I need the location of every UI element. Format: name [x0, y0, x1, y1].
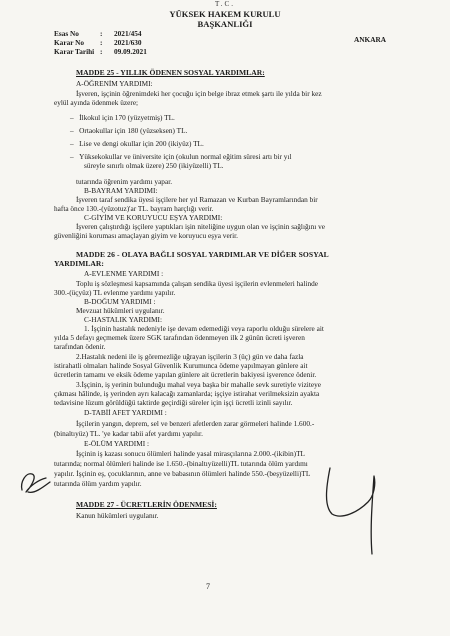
org-department: BAŞKANLIĞI: [197, 19, 253, 29]
paragraph-line: Kanun hükümleri uygulanır.: [76, 511, 159, 520]
section-a-title: A-ÖĞRENİM YARDIMI:: [76, 79, 153, 88]
meta-sep: :: [100, 29, 103, 38]
paragraph-line: tutarında öğrenim yardımı yapar.: [76, 177, 173, 186]
section-a-title: A-EVLENME YARDIMI :: [84, 269, 164, 278]
section-d-title: D-TABİİ AFET YARDIMI :: [84, 408, 167, 417]
list-item-text: Yüksekokullar ve üniversite için (okulun normal eğitim süresi artı bir yıl: [79, 152, 292, 161]
meta-value: 2021/454: [114, 29, 142, 38]
meta-sep: :: [100, 38, 103, 47]
paragraph-line: tutarında ölüm yardım yapılır.: [54, 479, 142, 488]
paragraph-line: 300.-(üçyüz) TL evlenme yardımı yapılır.: [54, 288, 176, 297]
paragraph-line: İşveren, işçinin öğrenimdeki her çocuğu için belge ibraz etmek şartı ile yılda bir kez: [76, 89, 322, 98]
list-item: – Lise ve dengi okullar için 200 (ikiyüz) TL.: [70, 139, 204, 148]
list-item-text: Ortaokullar için 180 (yüzseksen) TL.: [79, 126, 188, 135]
city-label: ANKARA: [354, 35, 387, 44]
article-27-title: MADDE 27 - ÜCRETLERİN ÖDENMESİ:: [76, 500, 217, 509]
page-number: 7: [206, 582, 210, 591]
meta-key: Karar Tarihi: [54, 47, 95, 56]
article-26-title-cont: YARDIMLAR:: [54, 259, 104, 268]
article-25-title: MADDE 25 - YILLIK ÖDENEN SOSYAL YARDIMLAR:: [76, 68, 265, 77]
paragraph-line: çıkması hâlinde, iş yerinden ayrı kalacağı zamanlarda; işçiye istirahat verilmeksizin ayakta: [54, 389, 320, 398]
meta-karar-tarihi: [54, 48, 147, 57]
list-item: – İlkokul için 170 (yüzyetmiş) TL.: [70, 113, 175, 122]
list-item: – Ortaokullar için 180 (yüzseksen) TL.: [70, 126, 188, 135]
article-26-title: MADDE 26 - OLAYA BAĞLI SOSYAL YARDIMLAR VE DİĞER SOSYAL: [76, 250, 329, 259]
org-name: YÜKSEK HAKEM KURULU: [169, 9, 281, 19]
list-item-continuation: süreyle sınırlı olmak üzere) 250 (ikiyüzelli) TL.: [84, 161, 224, 170]
paragraph-line: Toplu iş sözleşmesi kapsamında çalışan sendika üyesi işçilerin evlenmeleri halinde: [76, 279, 319, 288]
meta-value: 2021/630: [114, 38, 142, 47]
paragraph-line: tutarında; normal ölümleri halinde ise 1.650.-(binaltıyüzelli)TL tutarında ölüm yardımı: [54, 459, 308, 468]
meta-value: 09.09.2021: [114, 47, 147, 56]
paragraph-line: güvenliğini koruması amaçlayan giyim ve koruyucu eşya verir.: [54, 231, 238, 240]
paragraph-line: yapılır. İşçinin eş, çocuklarının, anne ve babasının ölümleri halinde 550.-(beşyüzelli)TL: [54, 469, 311, 478]
list-item-text: Lise ve dengi okullar için 200 (ikiyüz) TL.: [79, 139, 204, 148]
meta-key: Karar No: [54, 38, 85, 47]
paragraph-line: İşveren taraf sendika üyesi işçilere her yıl Ramazan ve Kurban Bayramlarından bir: [76, 195, 318, 204]
list-item: – Yüksekokullar ve üniversite için (okulun normal eğitim süresi artı bir yıl: [70, 152, 292, 161]
section-e-title: E-ÖLÜM YARDIMI :: [84, 439, 149, 448]
section-b-title: B-BAYRAM YARDIMI:: [84, 186, 158, 195]
initial-signature-icon: [318, 464, 390, 560]
paragraph-line: yılda 5 defayı geçmemek üzere SGK tarafından ödenmeyen ilk 2 günün ücreti işveren: [54, 333, 305, 342]
paragraph-line: ücretlerin tamamı ve eksik ödeme yapılan günlere ait ücretlerin bakiyesi işverence ödenir.: [54, 370, 317, 379]
section-c-title: C-HASTALIK YARDIMI:: [84, 315, 162, 324]
section-c-title: C-GİYİM VE KORUYUCU EŞYA YARDIMI:: [84, 213, 223, 222]
meta-sep: :: [100, 47, 103, 56]
paragraph-line: tarafından ödenir.: [54, 342, 106, 351]
top-mark: T.C.: [215, 0, 235, 8]
paragraph-line: istirahatli olmaları halinde Sosyal Güvenlik Kurumunca ödeme yapılmayan günlere ait: [54, 361, 308, 370]
paragraph-line: eylül ayında ödenmek üzere;: [54, 98, 139, 107]
paragraph-line: İşçilerin yangın, deprem, sel ve benzeri afetlerden zarar görmeleri halinde 1.600.-: [76, 419, 315, 428]
meta-key: Esas No: [54, 29, 79, 38]
paragraph-line: 3.İşçinin, iş yerinin bulunduğu mahal veya başka bir mahalle sevk suretiyle viziteye: [76, 380, 321, 389]
paragraph-line: 1. İşçinin hastalık nedeniyle işe devam edemediği veya raporlu olduğu sürelere ait: [84, 324, 324, 333]
paragraph-line: Mevzuat hükümleri uygulanır.: [76, 306, 165, 315]
paragraph-line: İşveren çalıştırdığı işçilere yaptıkları işin niteliğine uygun olan ve işçinin sağlığını ve: [76, 222, 326, 231]
section-b-title: B-DOĞUM YARDIMI :: [84, 297, 156, 306]
paragraph-line: tedavisine lüzum görüldüğü taktirde geçirdiği süreler için işçi ücretli izinli sayılır.: [54, 398, 293, 407]
paragraph-line: (binaltıyüz) TL. 'ye kadar tabii afet yardımı yapılır.: [54, 429, 203, 438]
paragraph-line: hafta önce 130.-(yüzotuz)'ar TL. bayram harçlığı verir.: [54, 204, 214, 213]
initial-signature-icon: [16, 466, 54, 500]
paragraph-line: İşçinin iş kazası sonucu ölümleri halinde yasal mirasçılarına 2.000.-(ikibin)TL: [76, 449, 305, 458]
paragraph-line: 2.Hastalık nedeni ile iş göremezliğe uğrayan işçilerin 3 (üç) gün ve daha fazla: [76, 352, 304, 361]
list-item-text: İlkokul için 170 (yüzyetmiş) TL.: [79, 113, 175, 122]
